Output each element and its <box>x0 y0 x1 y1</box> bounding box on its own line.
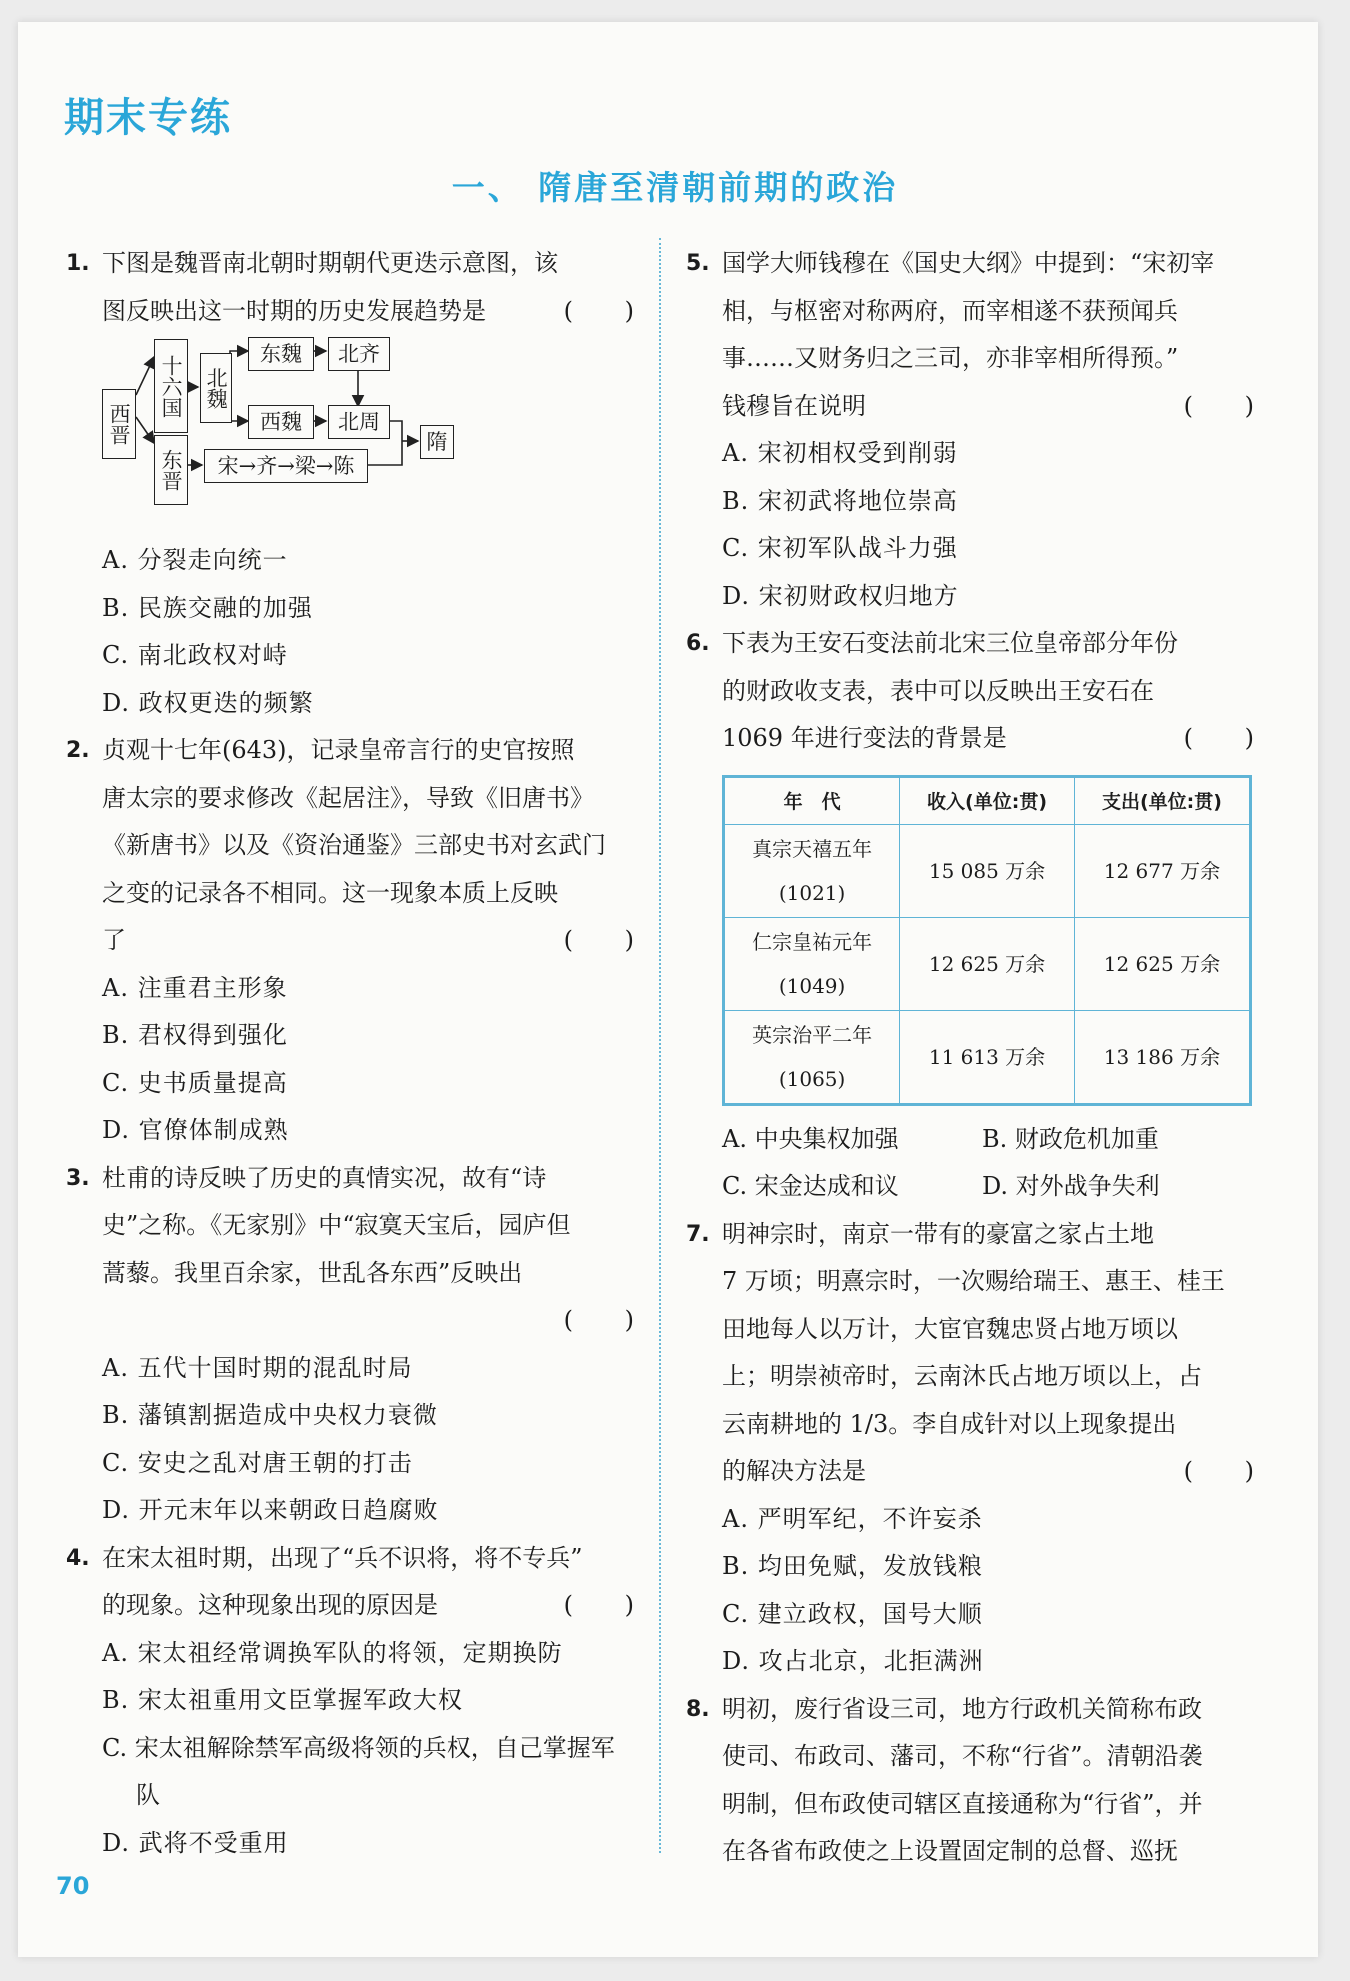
question-1 <box>66 240 656 335</box>
option-row <box>686 1163 1254 1211</box>
question-text-line: 在宋太祖时期，出现了“兵不识将，将不专兵” <box>102 1543 583 1572</box>
answer-paren: ( ) <box>563 1591 656 1619</box>
expense-cell: 12 625 万余 <box>1074 917 1250 1010</box>
answer-paren: ( ) <box>1183 1457 1276 1485</box>
left-column <box>66 240 656 1867</box>
income-cell: 12 625 万余 <box>900 917 1075 1010</box>
answer-paren: ( ) <box>1183 724 1276 752</box>
question-text-line: 了 ( ) <box>102 917 634 965</box>
column-header-era: 年 代 <box>724 776 900 824</box>
option-a[interactable]: A. 严明军纪，不许妄杀 <box>722 1504 983 1533</box>
option-d[interactable]: D. 政权更迭的频繁 <box>102 688 314 717</box>
node-dongjin: 东晋 <box>154 435 188 505</box>
income-cell: 11 613 万余 <box>900 1010 1075 1104</box>
option-a[interactable]: A. 宋初相权受到削弱 <box>722 439 958 467</box>
right-column <box>686 240 1276 1876</box>
question-text-line: 7 万顷；明熹宗时，一次赐给瑞王、惠王、桂王 <box>722 1267 1225 1295</box>
table-header-row <box>724 776 1251 824</box>
page-header-title: 期末专练 <box>64 95 232 141</box>
option-b[interactable]: B. 财政危机加重 <box>982 1124 1159 1153</box>
node-dongwei: 东魏 <box>248 337 314 371</box>
table-row <box>724 917 1251 1010</box>
option-b[interactable]: B. 君权得到强化 <box>102 1021 288 1049</box>
question-text-line: 图反映出这一时期的历史发展趋势是 ( ) <box>102 288 634 336</box>
table-row <box>724 1010 1251 1104</box>
question-text-line: 下表为王安石变法前北宋三位皇帝部分年份 <box>722 629 1178 657</box>
question-text-line: 上；明崇祯帝时，云南沐氏占地万顷以上，占 <box>722 1362 1202 1390</box>
question-text-line: 钱穆旨在说明 ( ) <box>722 383 1254 431</box>
option-d[interactable]: D. 宋初财政权归地方 <box>722 581 959 610</box>
question-text-line: 的现象。这种现象出现的原因是 ( ) <box>102 1582 634 1630</box>
expense-cell: 13 186 万余 <box>1074 1010 1250 1104</box>
question-text-line <box>102 1297 656 1345</box>
node-beiqi: 北齐 <box>328 337 390 371</box>
question-text-line: 史”之称。《无家别》中“寂寞天宝后，园庐但 <box>102 1211 571 1239</box>
question-number: 1. <box>66 251 90 276</box>
question-4 <box>66 1535 656 1630</box>
option-a[interactable]: A. 宋太祖经常调换军队的将领，定期换防 <box>102 1638 563 1667</box>
column-divider <box>659 238 661 1853</box>
question-text-line: 在各省布政使之上设置固定制的总督、巡抚 <box>722 1837 1178 1865</box>
question-text-line: 明制，但布政使司辖区直接通称为“行省”，并 <box>722 1789 1203 1818</box>
column-header-income: 收入(单位:贯) <box>900 776 1075 824</box>
question-text-line: 《新唐书》以及《资治通鉴》三部史书对玄武门 <box>102 831 606 859</box>
dynasty-diagram <box>102 335 634 531</box>
finance-table <box>722 775 1252 1106</box>
question-2 <box>66 727 656 965</box>
question-text-line: 杜甫的诗反映了历史的真情实况，故有“诗 <box>102 1163 547 1192</box>
option-a[interactable]: A. 中央集权加强 <box>722 1124 899 1153</box>
option-c[interactable]: C. 宋太祖解除禁军高级将领的兵权，自己掌握军队 <box>102 1733 615 1809</box>
option-a[interactable]: A. 分裂走向统一 <box>102 546 288 574</box>
question-number: 6. <box>686 631 710 656</box>
question-text-line: 田地每人以万计，大宦官魏忠贤占地万顷以 <box>722 1314 1178 1343</box>
option-d[interactable]: D. 开元末年以来朝政日趋腐败 <box>102 1496 439 1524</box>
question-text-line: 明神宗时，南京一带有的豪富之家占土地 <box>722 1219 1154 1248</box>
option-c[interactable]: C. 建立政权，国号大顺 <box>722 1599 983 1628</box>
option-b[interactable]: B. 均田免赋，发放钱粮 <box>722 1552 983 1580</box>
era-cell: 真宗天禧五年 (1021) <box>724 824 900 917</box>
question-text-line: 事……又财务归之三司，亦非宰相所得预。” <box>722 344 1179 372</box>
option-c[interactable]: C. 宋初军队战斗力强 <box>722 534 958 562</box>
question-5 <box>686 240 1276 430</box>
option-c[interactable]: C. 宋金达成和议 <box>722 1172 899 1200</box>
section-title: 一、 隋唐至清朝前期的政治 <box>451 168 899 207</box>
option-a[interactable]: A. 五代十国时期的混乱时局 <box>102 1353 413 1382</box>
option-c[interactable]: C. 南北政权对峙 <box>102 641 288 669</box>
option-a[interactable]: A. 注重君主形象 <box>102 973 288 1002</box>
answer-paren: ( ) <box>1183 391 1276 420</box>
node-song-qi-liang-chen: 宋→齐→梁→陈 <box>204 449 368 483</box>
question-7 <box>686 1211 1276 1496</box>
node-beiwei: 北魏 <box>200 353 232 423</box>
question-number: 4. <box>66 1545 90 1571</box>
question-text-line: 贞观十七年(643)，记录皇帝言行的史官按照 <box>102 736 575 764</box>
node-xijin: 西晋 <box>102 389 136 459</box>
question-number: 2. <box>66 738 90 763</box>
era-cell: 仁宗皇祐元年 (1049) <box>724 917 900 1010</box>
question-text-line: 的财政收支表，表中可以反映出王安石在 <box>722 676 1154 705</box>
answer-paren: ( ) <box>563 1306 656 1334</box>
option-d[interactable]: D. 武将不受重用 <box>102 1828 289 1857</box>
question-text-line: 相，与枢密对称两府，而宰相遂不获预闻兵 <box>722 296 1178 325</box>
question-text-line: 之变的记录各不相同。这一现象本质上反映 <box>102 878 558 907</box>
table-row <box>724 824 1251 917</box>
option-d[interactable]: D. 对外战争失利 <box>982 1172 1160 1200</box>
option-d[interactable]: D. 攻占北京，北拒满洲 <box>722 1647 984 1675</box>
option-b[interactable]: B. 藩镇割据造成中央权力衰微 <box>102 1401 438 1429</box>
question-text-line: 蒿藜。我里百余家，世乱各东西”反映出 <box>102 1258 523 1287</box>
answer-paren: ( ) <box>563 926 656 954</box>
option-d[interactable]: D. 官僚体制成熟 <box>102 1116 289 1144</box>
question-text-line: 明初，废行省设三司，地方行政机关简称布政 <box>722 1694 1202 1723</box>
question-8 <box>686 1686 1254 1876</box>
option-c[interactable]: C. 安史之乱对唐王朝的打击 <box>102 1448 413 1477</box>
era-cell: 英宗治平二年 (1065) <box>724 1010 900 1104</box>
question-text-line: 唐太宗的要求修改《起居注》，导致《旧唐书》 <box>102 783 594 812</box>
node-shiliuguo: 十六国 <box>154 339 188 433</box>
option-c[interactable]: C. 史书质量提高 <box>102 1068 288 1097</box>
question-number: 5. <box>686 251 710 276</box>
node-beizhou: 北周 <box>328 405 390 439</box>
expense-cell: 12 677 万余 <box>1074 824 1250 917</box>
question-text-line: 1069 年进行变法的背景是 ( ) <box>722 715 1254 763</box>
node-xiwei: 西魏 <box>248 405 314 439</box>
question-text-line: 下图是魏晋南北朝时期朝代更迭示意图，该 <box>102 249 558 277</box>
question-number: 8. <box>686 1696 710 1722</box>
page-number: 70 <box>56 1872 90 1900</box>
question-3 <box>66 1155 656 1345</box>
option-row <box>686 1116 1254 1164</box>
question-text-line: 使司、布政司、藩司，不称“行省”。清朝沿袭 <box>722 1742 1203 1770</box>
question-text-line: 云南耕地的 1/3。李自成针对以上现象提出 <box>722 1409 1177 1438</box>
option-b[interactable]: B. 宋初武将地位崇高 <box>722 486 958 515</box>
question-text-line: 的解决方法是 ( ) <box>722 1448 1254 1496</box>
income-cell: 15 085 万余 <box>900 824 1075 917</box>
option-b[interactable]: B. 民族交融的加强 <box>102 593 313 622</box>
answer-paren: ( ) <box>563 296 656 325</box>
option-b[interactable]: B. 宋太祖重用文臣掌握军政大权 <box>102 1686 463 1714</box>
question-number: 7. <box>686 1221 710 1247</box>
question-6 <box>686 620 1276 763</box>
node-sui: 隋 <box>420 425 454 459</box>
question-number: 3. <box>66 1165 90 1191</box>
question-text-line: 国学大师钱穆在《国史大纲》中提到：“宋初宰 <box>722 249 1215 277</box>
column-header-expense: 支出(单位:贯) <box>1074 776 1250 824</box>
